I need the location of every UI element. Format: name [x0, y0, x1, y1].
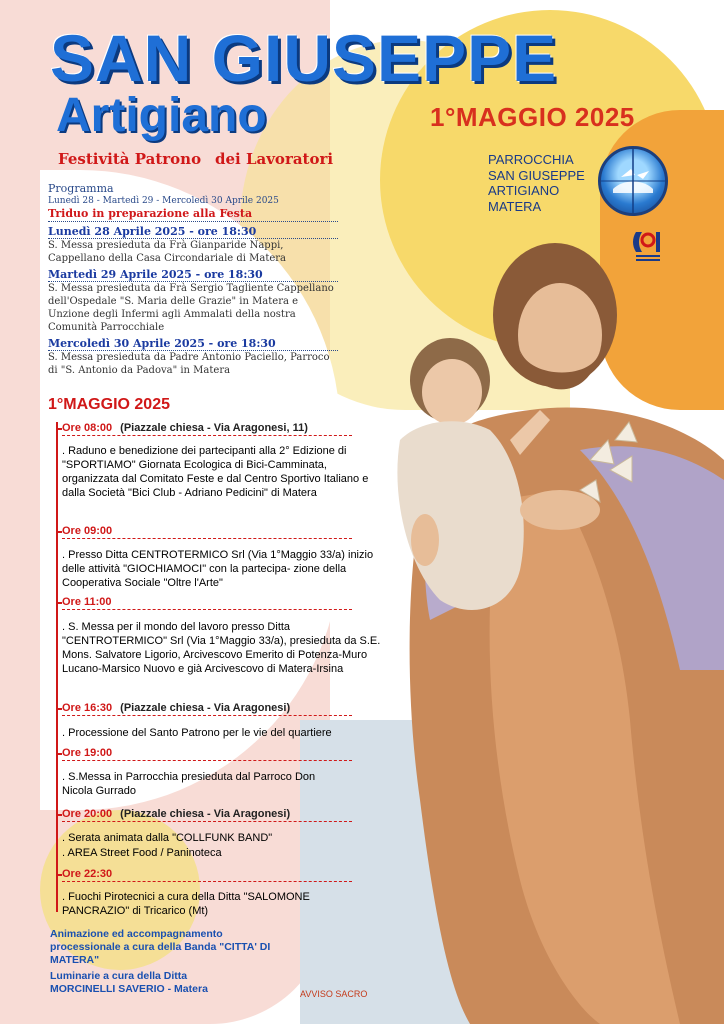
- triduo-day-2-text: S. Messa presieduta da Frà Sergio Tagliente Cappellano dell'Ospedale "S. Maria delle Grazie" in Matera e Unzione degli Infermi agli Ammalati della nostra Comunità Parrocchiale: [48, 283, 334, 333]
- triduo-heading: Triduo in preparazione alla Festa: [48, 207, 338, 222]
- subtitle-feast: Festività Patrono: [58, 150, 202, 168]
- timeline-time-row: [62, 524, 352, 539]
- avviso-sacro-label: AVVISO SACRO: [300, 989, 368, 999]
- timeline-description: . S. Messa per il mondo del lavoro presso Ditta "CENTROTERMICO" Srl (Via 1°Maggio 33/a), presieduta da S.E. Mons. Salvatore Ligorio, Arcivescovo Emerito di Potenza-Muro Lucano-Marsico Nuovo e già Arcivescovo di Matera-Irsina: [62, 621, 381, 675]
- timeline-time-row: [62, 807, 352, 822]
- place-label: (Piazzale chiesa - Via Aragonesi): [120, 702, 291, 714]
- place-label: (Piazzale chiesa - Via Aragonesi): [120, 808, 291, 820]
- timeline-description: . Raduno e benedizione dei partecipanti alla 2° Edizione di "SPORTIAMO" Giornata Ecologica di Bici-Camminata, organizzata dal Comitato Feste e dal Centro Sportivo Italiano e dalla Società "Bici Club - Adriano Pedicini" di Matera: [62, 445, 369, 499]
- csi-logo-icon: [632, 228, 664, 262]
- time-label: Ore 20:00: [62, 808, 113, 820]
- lights-line-1: Luminarie a cura della Ditta: [50, 970, 188, 982]
- timeline-description: . AREA Street Food / Paninoteca: [62, 847, 222, 859]
- lights-line-2: MORCINELLI SAVERIO - Matera: [50, 983, 208, 995]
- timeline-time-row: [62, 867, 352, 882]
- page-title: SAN GIUSEPPE: [50, 21, 558, 95]
- band-note: Animazione ed accompagnamento processionale a cura della Banda "CITTA' DI MATERA": [50, 928, 271, 966]
- timeline-time-row: [62, 701, 352, 716]
- place-label: (Piazzale chiesa - Via Aragonesi, 11): [120, 422, 308, 434]
- time-label: Ore 19:00: [62, 747, 113, 759]
- timeline-description: . Presso Ditta CENTROTERMICO Srl (Via 1°Maggio 33/a) inizio delle attività "GIOCHIAMOCI" con la partecipa- zione della Cooperativa Sociale "Oltre l'Arte": [62, 549, 374, 589]
- parish-line-1: PARROCCHIA: [488, 152, 574, 167]
- triduo-day-1-text: S. Messa presieduta da Frà Gianparide Nappi, Cappellano della Casa Circondariale di Matera: [48, 240, 287, 264]
- saint-joseph-statue-image: [380, 240, 724, 1024]
- subtitle-workers: dei Lavoratori: [215, 150, 334, 168]
- timeline-description: . Processione del Santo Patrono per le vie del quartiere: [62, 727, 332, 739]
- stained-glass-window-icon: [598, 146, 668, 216]
- timeline-time-row: [62, 746, 352, 761]
- event-date: 1°MAGGIO 2025: [430, 102, 635, 132]
- lights-note: [50, 970, 208, 996]
- timeline-time-row: [62, 595, 352, 610]
- time-label: Ore 11:00: [62, 596, 112, 608]
- page-subtitle: Artigiano: [56, 89, 267, 142]
- timeline-description: . Fuochi Pirotecnici a cura della Ditta "SALOMONE PANCRAZIO" di Tricarico (Mt): [62, 891, 310, 917]
- triduo-day-3: Mercoledì 30 Aprile 2025 - ore 18:30: [48, 337, 338, 351]
- parish-line-3: ARTIGIANO: [488, 183, 560, 199]
- parish-line-4: MATERA: [488, 198, 542, 214]
- parish-line-2: SAN GIUSEPPE: [488, 167, 585, 183]
- time-label: Ore 16:30: [62, 702, 113, 714]
- timeline-line: [56, 422, 58, 912]
- timeline-time-row: [62, 421, 352, 436]
- timeline-description: . S.Messa in Parrocchia presieduta dal Parroco Don Nicola Gurrado: [62, 771, 316, 797]
- time-label: Ore 09:00: [62, 525, 113, 537]
- triduo-day-1: Lunedì 28 Aprile 2025 - ore 18:30: [48, 225, 338, 239]
- triduo-day-3-text: S. Messa presieduta da Padre Antonio Paciello, Parroco di "S. Antonio da Padova" in Matera: [48, 352, 330, 376]
- program-heading: Programma: [48, 182, 114, 195]
- triduo-day-2: Martedì 29 Aprile 2025 - ore 18:30: [48, 268, 338, 282]
- program-section: [48, 182, 338, 377]
- program-dates: Lunedì 28 - Martedì 29 - Mercoledì 30 Aprile 2025: [48, 196, 279, 206]
- time-label: Ore 22:30: [62, 868, 113, 880]
- may-day-heading: 1°MAGGIO 2025: [48, 396, 170, 413]
- may-day-timeline: [48, 418, 388, 918]
- timeline-description: . Serata animata dalla "COLLFUNK BAND": [62, 832, 273, 844]
- time-label: Ore 08:00: [62, 422, 113, 434]
